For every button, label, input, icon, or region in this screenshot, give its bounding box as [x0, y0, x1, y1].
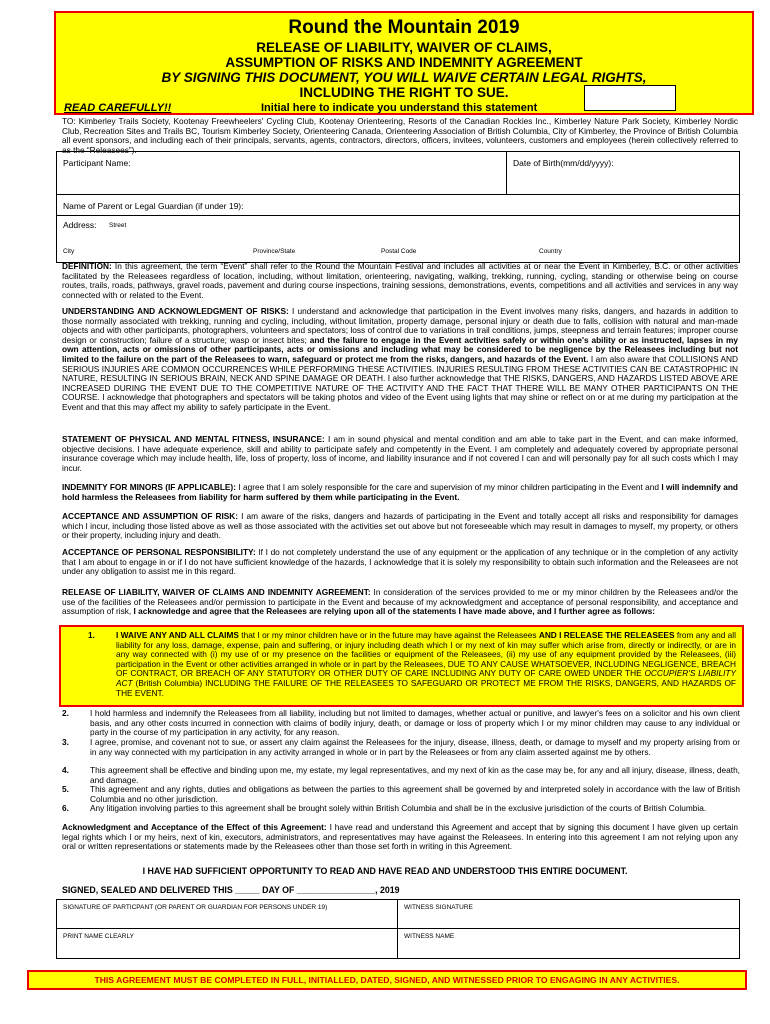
risks-heading: UNDERSTANDING AND ACKNOWLEDGMENT OF RISKS: — [62, 306, 289, 316]
waiver-highlight-box — [59, 625, 744, 707]
city-label: City — [63, 248, 75, 255]
minors-bold-text: I will indemnify and hold harmless the Releasees from liability for harm suffered by them while participating in the Event. — [62, 482, 738, 502]
responsibility-text: If I do not completely understand the use of any equipment or the application of any technique or in the completion of any activity that I am about to engage in or if I do not have sufficient knowledge of the hazards, I acknowledge that it is solely my responsibility to obtain such information and the Releasees are not under any obligation to assist me in this regard. — [62, 547, 739, 577]
fitness-text: I am in sound physical and mental condition and am able to take part in the Event, and can make informed, objective decisions. I have adequate experience, skill and ability to participate safely and competently in the Event. I am completely and adequately covered by appropriate personal insurance coverage which may include health, life, loss of property, loss of income, and liability insurance and if not covered I can and will personally pay for all such costs which I may incur. — [62, 434, 738, 473]
item-1-text-f: (British Columbia) INCLUDING THE FAILURE OF THE RELEASEES TO SAFEGUARD OR PROTECT ME FROM THE RISKS, DANGERS, AND HAZARDS OF THE EVENT. — [116, 677, 736, 698]
risks-text-1: I understand and acknowledge that participation in the Event involves many risks, dangers, and hazards in addition to those normally associated with trekking, running and cycling, including, without limitation, property damage, personal injury or death due to falls, collision with natural and man-made objects and with other participants, photographers, volunteers and spectators; loss of control due to variations in trail conditions, jumps, steepness and terrain features; improper course design or construction; failure of a structure; wasp or insect bites; — [62, 306, 738, 345]
list-item-1 — [88, 630, 736, 698]
fitness-paragraph — [62, 435, 738, 473]
acknowledgment-heading: Acknowledgment and Acceptance of the Effect of this Agreement: — [62, 822, 327, 832]
signed-date-line[interactable]: SIGNED, SEALED AND DELIVERED THIS _____ DAY OF ________________, 2019 — [62, 885, 400, 895]
list-item-2 — [62, 708, 740, 738]
item-3-text: I agree, promise, and covenant not to sue, or assert any claim against the Releasees for the injury, disease, illness, death, or damage to myself and my property arising from or in any way connected with my participation in any activity arranged in whole or in part by the Releasees or from any claim asserted against me by others. — [90, 737, 740, 757]
release-text: In consideration of the services provided to me or my minor children by the Releasees and/or the use of the facilities of the Releasees and/or permission to participate in the Event and because of my acknowledgment and acceptance of personal responsibility, and acceptance and assumption of risk, — [62, 587, 739, 617]
initial-field[interactable] — [584, 85, 676, 111]
item-1-act-name: OCCUPIER'S LIABILITY ACT — [116, 668, 736, 688]
form-row-guardian — [57, 195, 739, 216]
list-item-5 — [62, 784, 740, 804]
item-number: 4. — [62, 765, 69, 775]
acceptance-paragraph — [62, 512, 738, 541]
acceptance-text: I am aware of the risks, dangers and hazards of participating in the Event and totally accept all risks and responsibility for damages which I incur, including those listed above as well as those associated with the activities set out above but not foreseeable which may result in damages to myself, my property, or others or their property, including injury and death. — [62, 511, 738, 541]
item-number: 6. — [62, 803, 69, 813]
item-1-text-b: that I or my minor children have or in the future may have against the Releasees — [238, 630, 539, 640]
item-2-text: I hold harmless and indemnify the Releasees from all liability, including but not limited to damages, whether actual or punitive, and lawyer's fees on a solicitor and his own client basis, and any other costs incurred in connection with claims of bodily injury, death, or damage or loss of property which I or my minor children may cause to any individual or party in the course of my participation in any activity, for any reason. — [90, 708, 740, 738]
definition-text: In this agreement, the term “Event” shall refer to the Round the Mountain Festival and includes all activities at or near the Event in Kimberley, B.C. or other activities facilitated by the Releasees regardless of location, including, without limitation, orienteering, navigating, walking, trekking, running, cycling, standing or otherwise being on course routes, trails, roads, pathways, gravel roads, pavement and during course inspections, training sessions, demonstrations, events, competitions and all activities and services in any way connected with or related to the Event. — [62, 261, 738, 300]
dob-field[interactable] — [506, 152, 614, 194]
list-item-6 — [62, 803, 740, 814]
province-label: Province/State — [253, 248, 296, 255]
release-heading: RELEASE OF LIABILITY, WAIVER OF CLAIMS AND INDEMNITY AGREEMENT: — [62, 587, 371, 597]
divider — [57, 928, 739, 929]
header-line-1: RELEASE OF LIABILITY, WAIVER OF CLAIMS, — [256, 40, 552, 55]
fitness-heading: STATEMENT OF PHYSICAL AND MENTAL FITNESS, INSURANCE: — [62, 434, 325, 444]
postal-label: Postal Code — [381, 248, 417, 255]
release-bold-text: I acknowledge and agree that the Releasees are relying upon all of the statements I have made above, and I further agree as follows: — [133, 606, 655, 617]
guardian-field[interactable]: Name of Parent or Legal Guardian (if under 19): — [63, 201, 244, 211]
item-number: 1. — [88, 630, 95, 640]
header-line-2: ASSUMPTION OF RISKS AND INDEMNITY AGREEMENT — [225, 55, 583, 70]
item-5-text: This agreement and any rights, duties and obligations as between the parties to this agreement shall be governed by and interpreted solely in accordance with the law of British Columbia and no other jurisdiction. — [90, 784, 740, 804]
read-carefully: READ CAREFULLY!! — [64, 102, 172, 114]
item-6-text: Any litigation involving parties to this agreement shall be brought solely within British Columbia and shall be in the exclusive jurisdiction of the courts of British Columbia. — [90, 803, 707, 813]
witness-name-field[interactable]: WITNESS NAME — [404, 933, 455, 940]
print-name-field[interactable]: PRINT NAME CLEARLY — [63, 933, 134, 940]
release-paragraph — [62, 588, 738, 617]
list-item-3 — [62, 737, 740, 757]
divider — [397, 900, 398, 958]
opportunity-statement: I HAVE HAD SUFFICIENT OPPORTUNITY TO READ AND HAVE READ AND UNDERSTOOD THIS ENTIRE DOCUMENT. — [142, 866, 628, 876]
minors-paragraph — [62, 483, 738, 502]
country-label: Country — [539, 248, 562, 255]
address-label: Address: — [63, 220, 97, 230]
acknowledgment-text: I have read and understand this Agreement and accept that by signing this document I have given up certain legal rights which I or my heirs, next of kin, executors, administrators, and representatives may have against the Releasees. In entering into this agreement I am not relying upon any oral or written representations or statements made by the Releasees other than those set forth in writing in this Agreement. — [62, 822, 738, 852]
item-4-text: This agreement shall be effective and binding upon me, my estate, my legal representatives, and my next of kin as the case may be, for any and all injury, disease, illness, death, and damage. — [90, 765, 740, 785]
street-label: Street — [109, 222, 127, 229]
definition-heading: DEFINITION: — [62, 261, 112, 271]
list-item-4 — [62, 765, 740, 785]
initial-label: Initial here to indicate you understand this statement — [261, 102, 538, 114]
releasees-paragraph: TO: Kimberley Trails Society, Kootenay Freewheelers' Cycling Club, Kootenay Orienteering, Resorts of the Canadian Rockies Inc., Kimberley Nature Park Society, Kimberley Nordic Club, Recreation Sites and Trails BC, Tourism Kimberley Society, Orienteering Canada, Orienteering Association of British Columbia, City of Kimberley, the Province of British Columbia all event sponsors, and including each of their principals, servants, agents, contractors, directors, officers, invitees, volunteers, customers and employees (herein collectively referred to as the “Releasees”). — [62, 116, 738, 155]
acceptance-heading: ACCEPTANCE AND ASSUMPTION OF RISK: — [62, 511, 239, 521]
completion-notice: THIS AGREEMENT MUST BE COMPLETED IN FULL, INITIALLED, DATED, SIGNED, AND WITNESSED PRIOR TO ENGAGING IN ANY ACTIVITIES. — [27, 970, 747, 990]
document-title: Round the Mountain 2019 — [288, 17, 520, 38]
risks-paragraph — [62, 307, 738, 413]
minors-text: I agree that I am solely responsible for the care and supervision of my minor children participating in the Event and — [235, 482, 662, 492]
acknowledgment-paragraph — [62, 823, 738, 852]
participant-name-field[interactable]: Participant Name: — [63, 158, 131, 168]
witness-signature-field[interactable]: WITNESS SIGNATURE — [404, 904, 473, 911]
participant-signature-field[interactable]: SIGNATURE OF PARTICPANT (OR PARENT OR GUARDIAN FOR PERSONS UNDER 19) — [63, 904, 328, 911]
form-row-name — [57, 152, 739, 195]
item-number: 2. — [62, 708, 69, 718]
header-box — [54, 11, 754, 115]
minors-heading: INDEMNITY FOR MINORS (IF APPLICABLE): — [62, 482, 236, 492]
header-line-3: BY SIGNING THIS DOCUMENT, YOU WILL WAIVE CERTAIN LEGAL RIGHTS, — [161, 70, 647, 85]
item-1-bold-a: I WAIVE ANY AND ALL CLAIMS — [116, 630, 239, 640]
dob-label: Date of Birth(mm/dd/yyyy): — [513, 158, 614, 168]
header-line-4: INCLUDING THE RIGHT TO SUE. — [299, 85, 509, 100]
item-1-bold-c: AND I RELEASE THE RELEASEES — [538, 630, 675, 640]
signature-table — [56, 899, 740, 959]
responsibility-paragraph — [62, 548, 738, 577]
risks-text-2: I am also aware that COLLISIONS AND SERIOUS INJURIES ARE COMMON OCCURRENCES WHILE PERFORMING THESE ACTIVITIES. INJURIES RESULTING FROM THESE ACTIVITIES CAN BE CATASTROPHIC IN NATURE, RESULTING IN SERIOUS BRAIN, NECK AND SPINE DAMAGE OR DEATH. I also further acknowledge that THE RISKS, DANGERS, AND HAZARDS LISTED ABOVE ARE INCREASED DURING THE EVENT DUE TO THE COMPETITIVE NATURE OF THE ACTIVITY AND THE FACT THAT THERE WILL BE MANY OTHER PARTICIPANTS ON THE COURSE. I acknowledge that photographers and spectators will be taking photos and video of the Event using lights that may shine or reflect on or at me during my participation at the Event and that this may affect my ability to safely participate in the Event. — [62, 353, 739, 412]
form-row-address[interactable] — [57, 216, 739, 262]
item-number: 3. — [62, 737, 69, 747]
definition-paragraph — [62, 262, 738, 300]
item-1-text-d: from any and all liability for any loss, damage, expense, pain and suffering, or injury including death which I or my next of kin may suffer which arise from, directly or indirectly, or are in any way connected with (i) my use of or my presence on the facilities or equipment of the Releasees, (ii) my use of any equipment provided by the Releasees, (iii) participation in the Event or other activities arranged in whole or in part by the Releasees, DUE TO ANY CAUSE WHATSOEVER, INCLUDING NEGLIGENCE, BREACH OF CONTRACT, OR BREACH OF ANY STATUTORY OR OTHER DUTY OF CARE INCLUDING ANY DUTY OF CARE OWED UNDER THE — [116, 630, 736, 679]
risks-bold-text: and the failure to engage in the Event activities safely or within one's ability or as instructed, lapses in my own attention, acts or omissions of other participants, acts or omissions and including what may be considered to be negligence by the Releasees including but not limited to the failure on the part of the Releasees to warn, safeguard or protect me from the risks, dangers, and hazards of the Event. — [62, 334, 738, 364]
item-number: 5. — [62, 784, 69, 794]
responsibility-heading: ACCEPTANCE OF PERSONAL RESPONSIBILITY: — [62, 547, 256, 557]
participant-form — [56, 151, 740, 263]
